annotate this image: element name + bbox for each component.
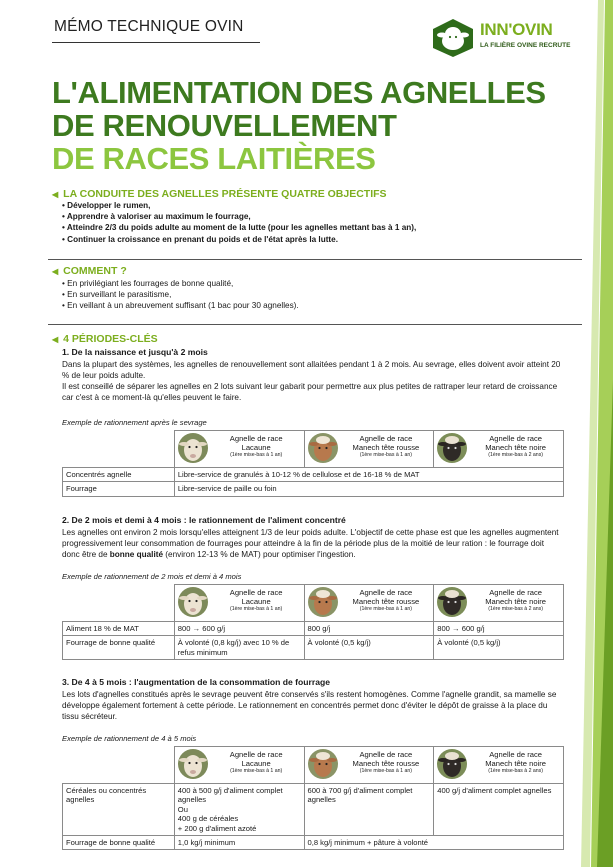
manech-rousse-sheep-icon [308, 433, 338, 463]
breed-header-manech-rousse [304, 747, 434, 784]
list-item: • En veillant à un abreuvement suffisant (1 bac pour 30 agnelles). [62, 300, 299, 311]
period-2-paragraph [62, 527, 562, 560]
breed-line1: Agnelle de race [229, 750, 283, 759]
breed-name: Manech tête noire [485, 597, 547, 606]
row-label: Céréales ou concentrés agnelles [63, 784, 175, 836]
lacaune-sheep-icon [178, 433, 208, 463]
logo-tagline: LA FILIÈRE OVINE RECRUTE [480, 42, 571, 49]
innovin-logo [432, 18, 571, 58]
table-row [63, 468, 564, 482]
ration-table-2 [62, 584, 564, 660]
table-row [63, 636, 564, 660]
table-header-row [63, 585, 564, 622]
table-row [63, 784, 564, 836]
breed-header-lacaune [174, 585, 304, 622]
table-header-row [63, 747, 564, 784]
table-2-caption: Exemple de rationnement de 2 mois et demi à 4 mois [62, 572, 242, 581]
row-label: Aliment 18 % de MAT [63, 622, 175, 636]
period-2-text-a: Les agnelles ont environ 2 mois lorsqu'elles atteignent 1/3 de leur poids adulte. L'objectif de cette phase est que les agnelles augmentent progressivement leur consommation de fourrages pour atteindre à la fin de la période plus de la moitié de leur ration : le fourrage doit donc être de [62, 528, 559, 560]
ration-table-1 [62, 430, 564, 497]
section-objectifs-heading [52, 188, 387, 200]
objectifs-list [62, 200, 416, 245]
row-label: Fourrage [63, 482, 175, 496]
list-item: • Développer le rumen, [62, 200, 416, 211]
row-label: Fourrage de bonne qualité [63, 636, 175, 660]
period-1-title: 1. De la naissance et jusqu'à 2 mois [62, 347, 208, 357]
lacaune-sheep-icon [178, 749, 208, 779]
table-corner [63, 747, 175, 784]
section-periodes-title: 4 PÉRIODES-CLÉS [63, 333, 158, 345]
section-comment-heading [52, 265, 127, 277]
breed-name: Manech tête rousse [352, 443, 420, 452]
breed-line1: Agnelle de race [359, 750, 413, 759]
title-line-2: DE RENOUVELLEMENT [52, 108, 397, 143]
title-line-1: L'ALIMENTATION DES AGNELLES [52, 75, 546, 110]
breed-header-manech-rousse [304, 431, 434, 468]
breed-line1: Agnelle de race [359, 434, 413, 443]
comment-list [62, 278, 299, 312]
list-item: • Atteindre 2/3 du poids adulte au moment de la lutte (pour les agnelles mettant bas à 1 an), [62, 222, 416, 233]
breed-note: (1ère mise-bas à 2 ans) [488, 452, 544, 458]
list-item: • En surveillant le parasitisme, [62, 289, 299, 300]
breed-note: (1ère mise-bas à 2 ans) [488, 768, 543, 774]
page-title [52, 76, 572, 175]
breed-note: (1ère mise-bas à 2 ans) [488, 606, 543, 612]
period-2-text-b: (environ 12-13 % de MAT) pour optimiser l'ingestion. [163, 550, 356, 560]
breed-line1: Agnelle de race [229, 588, 283, 597]
section-periodes-heading [52, 333, 158, 345]
breed-name: Manech tête rousse [352, 597, 420, 606]
breed-line1: Agnelle de race [359, 588, 413, 597]
manech-noire-sheep-icon [437, 587, 467, 617]
list-item: • Continuer la croissance en prenant du poids et de l'état après la lutte. [62, 234, 416, 245]
breed-note: (1ère mise-bas à 1 an) [230, 452, 283, 458]
period-1-paragraph-1: Dans la plupart des systèmes, les agnelles de renouvellement sont allaitées pendant 1 à 2 mois. Au sevrage, elles doivent avoir atteint 20 % de leur poids adulte. [62, 360, 561, 381]
lacaune-sheep-icon [178, 587, 208, 617]
breed-note: (1ère mise-bas à 1 an) [359, 452, 412, 458]
breed-name: Manech tête noire [485, 759, 547, 768]
list-item: • En privilégiant les fourrages de bonne qualité, [62, 278, 299, 289]
row-cell: 800 → 600 g/j [174, 622, 304, 636]
section-objectifs-title: LA CONDUITE DES AGNELLES PRÉSENTE QUATRE OBJECTIFS [63, 188, 387, 200]
period-2-text-bold: bonne qualité [109, 550, 164, 560]
breed-header-lacaune [174, 747, 304, 784]
table-3-caption: Exemple de rationnement de 4 à 5 mois [62, 734, 197, 743]
logo-brand: INN'OVIN [480, 20, 553, 39]
row-cell: À volonté (0,5 kg/j) [304, 636, 434, 660]
manech-noire-sheep-icon [437, 433, 467, 463]
list-item: • Apprendre à valoriser au maximum le fourrage, [62, 211, 416, 222]
memo-underline [52, 42, 260, 43]
arrow-left-icon: ◀ [52, 190, 59, 199]
breed-name: Lacaune [241, 759, 271, 768]
row-cell: À volonté (0,8 kg/j) avec 10 % de refus minimum [174, 636, 304, 660]
breed-line1: Agnelle de race [229, 434, 283, 443]
manech-rousse-sheep-icon [308, 749, 338, 779]
breed-note: (1ère mise-bas à 1 an) [230, 606, 283, 612]
breed-note: (1ère mise-bas à 1 an) [230, 768, 283, 774]
table-corner [63, 431, 175, 468]
breed-name: Manech tête rousse [352, 759, 420, 768]
divider [48, 324, 582, 325]
breed-header-manech-noire [434, 431, 564, 468]
table-row [63, 836, 564, 850]
section-comment-title: COMMENT ? [63, 265, 127, 277]
row-cell: 400 à 500 g/j d'aliment complet agnelles Ou 400 g de céréales + 200 g d'aliment azoté [174, 784, 304, 836]
table-row [63, 482, 564, 496]
row-cell: 0,8 kg/j minimum + pâture à volonté [304, 836, 563, 850]
breed-line1: Agnelle de race [489, 434, 543, 443]
title-line-3: DE RACES LAITIÈRES [52, 141, 376, 176]
period-1-paragraph-2: Il est conseillé de séparer les agnelles en 2 lots suivant leur gabarit pour permettre aux plus petites de rattraper leur retard de croissance car c'est à ce moment-là qu'elles peuvent le faire. [62, 382, 558, 403]
table-header-row [63, 431, 564, 468]
manech-rousse-sheep-icon [308, 587, 338, 617]
breed-header-lacaune [174, 431, 304, 468]
ration-table-3 [62, 746, 564, 850]
row-label: Fourrage de bonne qualité [63, 836, 175, 850]
period-3-title: 3. De 4 à 5 mois : l'augmentation de la consommation de fourrage [62, 677, 331, 687]
row-label: Concentrés agnelle [63, 468, 175, 482]
row-cell: 400 g/j d'aliment complet agnelles [434, 784, 564, 836]
row-cell: 800 g/j [304, 622, 434, 636]
memo-label: MÉMO TECHNIQUE OVIN [54, 18, 244, 35]
row-cell: 800 → 600 g/j [434, 622, 564, 636]
divider [48, 259, 582, 260]
breed-line1: Agnelle de race [489, 588, 542, 597]
breed-name: Manech tête noire [485, 443, 547, 452]
arrow-left-icon: ◀ [52, 335, 59, 344]
sheep-logo-icon [432, 18, 474, 58]
breed-header-manech-noire [434, 585, 564, 622]
period-2-title: 2. De 2 mois et demi à 4 mois : le rationnement de l'aliment concentré [62, 515, 346, 525]
arrow-left-icon: ◀ [52, 267, 59, 276]
breed-name: Lacaune [241, 597, 271, 606]
table-1-caption: Exemple de rationnement après le sevrage [62, 418, 207, 427]
table-row [63, 622, 564, 636]
row-cell: 600 à 700 g/j d'aliment complet agnelles [304, 784, 434, 836]
breed-line1: Agnelle de race [489, 750, 542, 759]
breed-header-manech-noire [434, 747, 564, 784]
breed-header-manech-rousse [304, 585, 434, 622]
manech-noire-sheep-icon [437, 749, 467, 779]
table-corner [63, 585, 175, 622]
row-cell: À volonté (0,5 kg/j) [434, 636, 564, 660]
row-cell: 1,0 kg/j minimum [174, 836, 304, 850]
period-3-paragraph: Les lots d'agnelles constitués après le sevrage peuvent être conservés s'ils restent homogènes. Comme l'agnelle grandit, sa mamelle se développe également fortement à cette période. Le rationnement en concentrés permet donc d'éviter le dépôt de graisse à la place du tissu sécréteur. [62, 690, 557, 722]
breed-note: (1ère mise-bas à 1 an) [359, 768, 412, 774]
row-value: Libre-service de paille ou foin [174, 482, 563, 496]
breed-name: Lacaune [241, 443, 271, 452]
breed-note: (1ère mise-bas à 1 an) [359, 606, 412, 612]
row-value: Libre-service de granulés à 10-12 % de cellulose et de 16-18 % de MAT [174, 468, 563, 482]
